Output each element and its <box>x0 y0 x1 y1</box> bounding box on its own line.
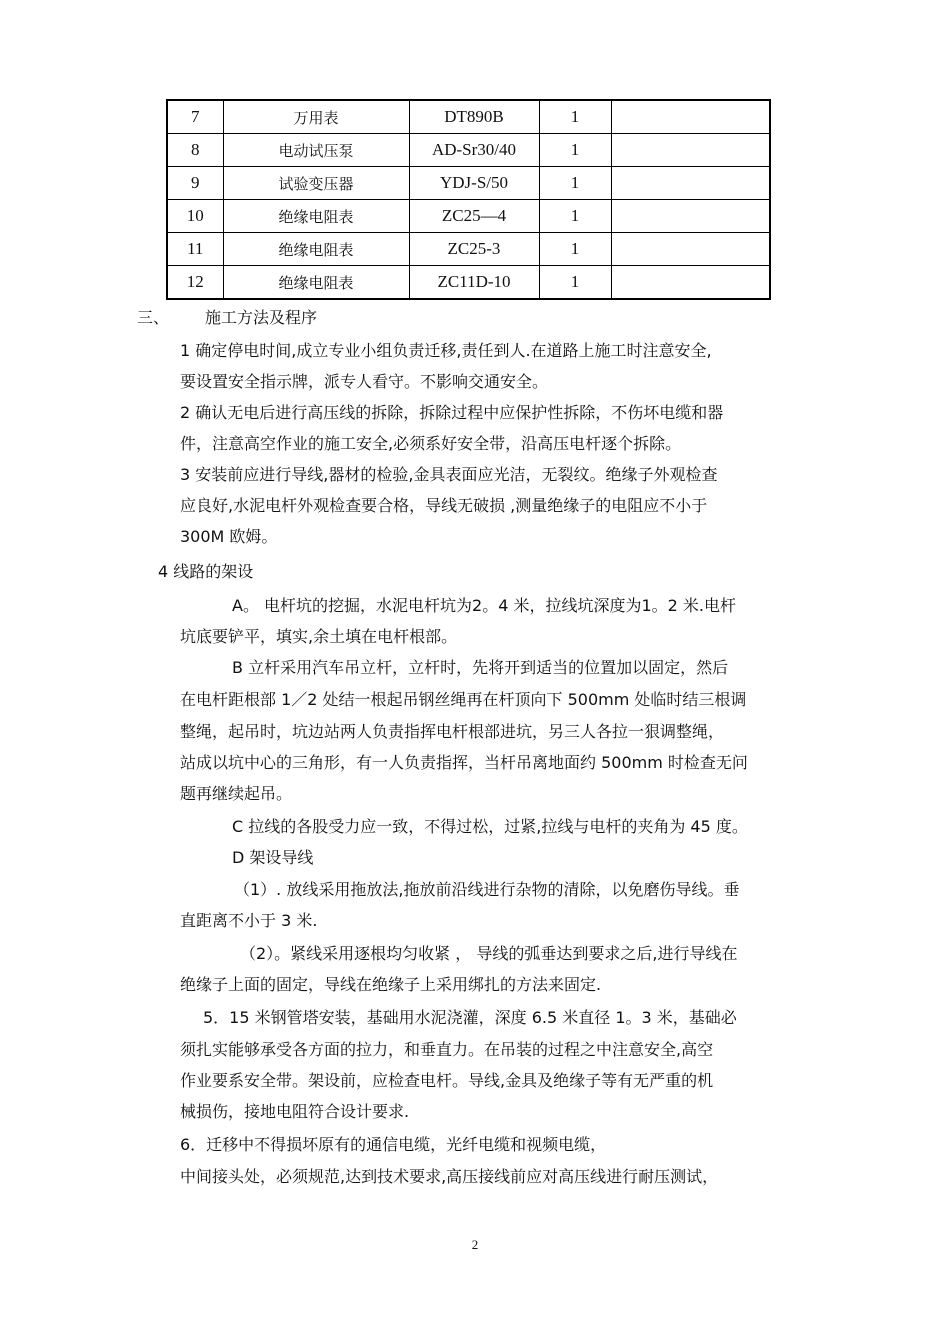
remarks-cell <box>611 233 770 266</box>
row-number-cell: 9 <box>167 167 223 200</box>
remarks-cell <box>611 100 770 134</box>
paragraph-line: （2）。紧线采用逐根均匀收紧 ， 导线的弧垂达到要求之后,进行导线在 <box>240 944 738 963</box>
paragraph-line: 2 确认无电后进行高压线的拆除，拆除过程中应保护性拆除，不伤坏电缆和器 <box>180 403 724 422</box>
row-number-cell: 11 <box>167 233 223 266</box>
row-number-cell: 10 <box>167 200 223 233</box>
quantity-cell: 1 <box>539 200 611 233</box>
equipment-name-cell: 绝缘电阻表 <box>223 266 409 300</box>
paragraph-line: 应良好,水泥电杆外观检查要合格，导线无破损 ,测量绝缘子的电阻应不小于 <box>180 496 708 515</box>
table-row <box>167 134 770 167</box>
model-cell: AD-Sr30/40 <box>409 134 539 167</box>
paragraph-line: 整绳，起吊时，坑边站两人负责指挥电杆根部进坑，另三人各拉一狠调整绳， <box>180 722 725 741</box>
paragraph-line: 中间接头处，必须规范,达到技术要求,高压接线前应对高压线进行耐压测试， <box>180 1167 719 1186</box>
quantity-cell: 1 <box>539 134 611 167</box>
table-row <box>167 233 770 266</box>
equipment-name-cell: 绝缘电阻表 <box>223 233 409 266</box>
quantity-cell: 1 <box>539 100 611 134</box>
paragraph-line: 题再继续起吊。 <box>180 784 293 803</box>
paragraph-line: A。 电杆坑的挖掘，水泥电杆坑为2。4 米，拉线坑深度为1。2 米.电杆 <box>232 596 737 615</box>
equipment-name-cell: 绝缘电阻表 <box>223 200 409 233</box>
model-cell: ZC25—4 <box>409 200 539 233</box>
paragraph-line: D 架设导线 <box>232 848 314 867</box>
row-number-cell: 8 <box>167 134 223 167</box>
remarks-cell <box>611 167 770 200</box>
row-number-cell: 12 <box>167 266 223 300</box>
table-row <box>167 100 770 134</box>
quantity-cell: 1 <box>539 266 611 300</box>
paragraph-line: 绝缘子上面的固定，导线在绝缘子上采用绑扎的方法来固定. <box>180 975 602 994</box>
paragraph-line: 300M 欧姆。 <box>180 527 278 546</box>
equipment-name-cell: 万用表 <box>223 100 409 134</box>
paragraph-line: 直距离不小于 3 米. <box>180 911 318 930</box>
row-number-cell: 7 <box>167 100 223 134</box>
equipment-table <box>166 99 771 300</box>
paragraph-line: 要设置安全指示牌，派专人看守。不影响交通安全。 <box>180 372 549 391</box>
model-cell: DT890B <box>409 100 539 134</box>
quantity-cell: 1 <box>539 233 611 266</box>
paragraph-line: 站成以坑中心的三角形，有一人负责指挥，当杆吊离地面约 500mm 时检查无问 <box>180 753 748 772</box>
paragraph-line: 作业要系安全带。架设前，应检查电杆。导线,金具及绝缘子等有无严重的机 <box>180 1071 714 1090</box>
table-row <box>167 167 770 200</box>
section-title: 施工方法及程序 <box>205 308 318 327</box>
table-row <box>167 200 770 233</box>
paragraph-line: 1 确定停电时间,成立专业小组负责迁移,责任到人.在道路上施工时注意安全, <box>180 341 712 360</box>
paragraph-line: 坑底要铲平，填实,余土填在电杆根部。 <box>180 627 458 646</box>
paragraph-line: C 拉线的各股受力应一致，不得过松，过紧,拉线与电杆的夹角为 45 度。 <box>232 817 748 836</box>
equipment-name-cell: 电动试压泵 <box>223 134 409 167</box>
remarks-cell <box>611 200 770 233</box>
paragraph-line: B 立杆采用汽车吊立杆，立杆时，先将开到适当的位置加以固定，然后 <box>232 658 729 677</box>
paragraph-line: 3 安装前应进行导线,器材的检验,金具表面应光洁，无裂纹。绝缘子外观检查 <box>180 465 718 484</box>
paragraph-line: 件，注意高空作业的施工安全,必须系好安全带，沿高压电杆逐个拆除。 <box>180 434 682 453</box>
paragraph-line: 5．15 米钢管塔安装，基础用水泥浇灌，深度 6.5 米直径 1。3 米，基础必 <box>203 1008 737 1027</box>
section-number: 三、 <box>137 308 170 327</box>
paragraph-line: 在电杆距根部 1／2 处结一根起吊钢丝绳再在杆顶向下 500mm 处临时结三根调 <box>180 690 747 709</box>
remarks-cell <box>611 134 770 167</box>
paragraph-line: （1）. 放线采用拖放法,拖放前沿线进行杂物的清除，以免磨伤导线。垂 <box>234 880 740 899</box>
paragraph-line: 须扎实能够承受各方面的拉力，和垂直力。在吊装的过程之中注意安全,高空 <box>180 1040 714 1059</box>
paragraph-line: 械损伤，接地电阻符合设计要求. <box>180 1102 410 1121</box>
model-cell: ZC11D-10 <box>409 266 539 300</box>
remarks-cell <box>611 266 770 300</box>
subsection-heading: 4 线路的架设 <box>158 562 254 581</box>
table-row <box>167 266 770 300</box>
quantity-cell: 1 <box>539 167 611 200</box>
model-cell: YDJ-S/50 <box>409 167 539 200</box>
equipment-name-cell: 试验变压器 <box>223 167 409 200</box>
paragraph-line: 6．迁移中不得损坏原有的通信电缆，光纤电缆和视频电缆， <box>180 1135 607 1154</box>
model-cell: ZC25-3 <box>409 233 539 266</box>
page-number: 2 <box>471 1237 479 1252</box>
